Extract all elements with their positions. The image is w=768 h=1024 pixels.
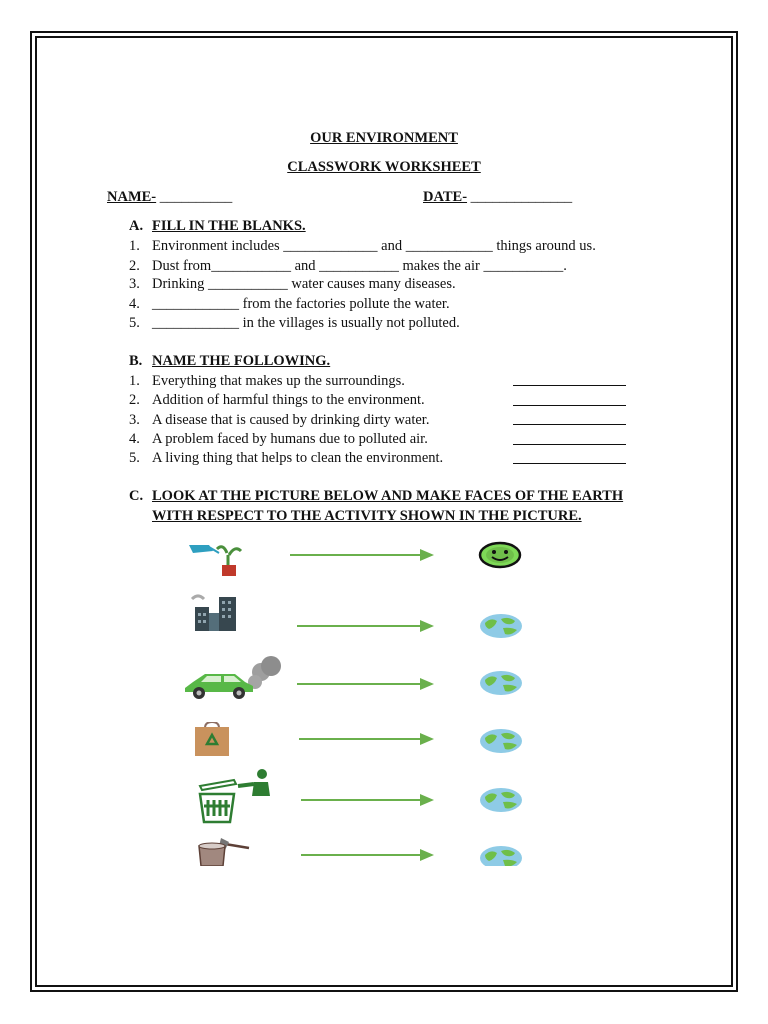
answer-line: [513, 385, 626, 386]
section-b-num: 5.: [129, 450, 140, 466]
arrow: [299, 738, 422, 740]
answer-line: [513, 463, 626, 464]
arrow-head: [420, 678, 434, 690]
section-b-letter: B.: [129, 353, 143, 369]
name-label: NAME-: [107, 189, 157, 205]
section-b-heading: NAME THE FOLLOWING.: [152, 353, 331, 369]
section-b-item: Addition of harmful things to the environment.: [152, 392, 425, 408]
arrow: [297, 625, 422, 627]
factory-icon: [190, 593, 240, 636]
section-b-item: Everything that makes up the surroundings.: [152, 373, 405, 389]
section-c-heading-line2: WITH RESPECT TO THE ACTIVITY SHOWN IN THE PICTURE.: [152, 508, 582, 524]
section-b-item: A living thing that helps to clean the environment.: [152, 450, 444, 466]
section-b-num: 3.: [129, 412, 140, 428]
section-b-item: A disease that is caused by drinking dirty water.: [152, 412, 430, 428]
arrow-head: [420, 794, 434, 806]
arrow: [290, 554, 422, 556]
axe-on-tree-stump-icon: [195, 838, 253, 871]
earth-icon: [479, 787, 523, 818]
arrow: [297, 683, 422, 685]
section-a-num: 1.: [129, 238, 140, 254]
section-b-num: 4.: [129, 431, 140, 447]
section-a-item: ____________ from the factories pollute the water.: [152, 296, 450, 312]
page-title: OUR ENVIRONMENT: [310, 130, 458, 146]
arrow-head: [420, 733, 434, 745]
earth-icon: [479, 670, 523, 701]
arrow: [301, 854, 422, 856]
date-label: DATE-: [423, 189, 468, 205]
section-a-num: 4.: [129, 296, 140, 312]
date-blank: ______________: [470, 189, 573, 205]
section-a-item: Environment includes _____________ and ____________ things around us.: [152, 238, 596, 254]
section-b-num: 2.: [129, 392, 140, 408]
earth-icon: [479, 845, 523, 871]
arrow: [301, 799, 422, 801]
name-field: [107, 188, 232, 206]
earth-icon: [479, 728, 523, 759]
name-blank: __________: [159, 189, 233, 205]
answer-line: [513, 405, 626, 406]
recycle-bag-icon: [193, 722, 231, 761]
arrow-head: [420, 549, 434, 561]
person-throwing-trash-icon: [194, 768, 276, 829]
smiling-earth-icon: [478, 541, 522, 574]
section-a-item: Dust from___________ and ___________ makes the air ___________.: [152, 258, 567, 274]
section-a-heading: FILL IN THE BLANKS.: [152, 218, 306, 234]
earth-icon: [479, 613, 523, 644]
section-b-item: A problem faced by humans due to polluted air.: [152, 431, 428, 447]
section-a-num: 2.: [129, 258, 140, 274]
section-a-letter: A.: [129, 218, 144, 234]
section-b-num: 1.: [129, 373, 140, 389]
answer-line: [513, 424, 626, 425]
section-a-num: 3.: [129, 276, 140, 292]
page-subtitle: CLASSWORK WORKSHEET: [287, 159, 481, 175]
smoking-car-icon: [183, 656, 285, 705]
section-a-num: 5.: [129, 315, 140, 331]
section-c-letter: C.: [129, 488, 144, 504]
section-c-heading-line1: LOOK AT THE PICTURE BELOW AND MAKE FACES OF THE EARTH: [152, 488, 624, 504]
answer-line: [513, 444, 626, 445]
watering-plant-icon: [183, 543, 253, 584]
section-a-item: ____________ in the villages is usually not polluted.: [152, 315, 460, 331]
section-a-item: Drinking ___________ water causes many diseases.: [152, 276, 456, 292]
arrow-head: [420, 620, 434, 632]
arrow-head: [420, 849, 434, 861]
date-field: [423, 188, 572, 206]
